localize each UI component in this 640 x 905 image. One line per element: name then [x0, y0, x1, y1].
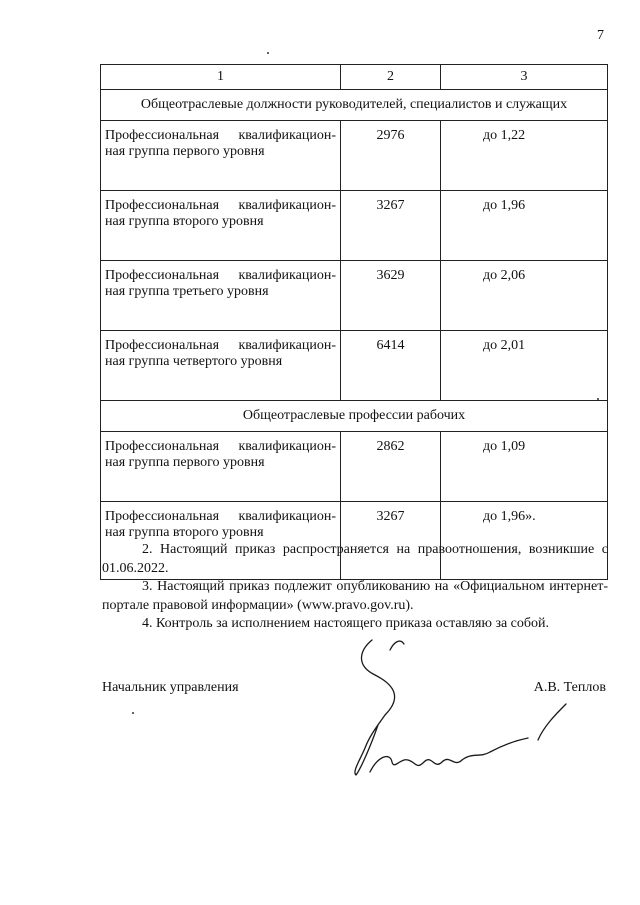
coefficient-cell: до 1,09 — [441, 432, 608, 502]
handwritten-signature — [330, 630, 590, 780]
column-number: 3 — [441, 65, 608, 90]
salary-cell: 3267 — [341, 502, 441, 580]
coefficient-cell: до 1,22 — [441, 121, 608, 191]
salary-cell: 6414 — [341, 331, 441, 401]
section-title: Общеотраслевые должности руководителей, специалистов и служащих — [101, 90, 608, 121]
column-number: 2 — [341, 65, 441, 90]
group-name-cell — [101, 121, 341, 191]
group-name-line: ная группа третьего уровня — [105, 284, 269, 299]
group-name-line: Профессиональная квалификацион- — [105, 439, 336, 454]
page-number: 7 — [597, 28, 604, 43]
column-number: 1 — [101, 65, 341, 90]
group-name-line: ная группа первого уровня — [105, 455, 265, 470]
table-row — [101, 191, 608, 261]
group-name-cell — [101, 331, 341, 401]
table-row — [101, 121, 608, 191]
paragraph-publication: 3. Настоящий приказ подлежит опубликованию на «Официальном интернет-портале правовой информации» (www.pravo.gov.ru). — [102, 579, 608, 613]
group-name-line: Профессиональная квалификацион- — [105, 268, 336, 283]
group-name-cell — [101, 432, 341, 502]
section-title: Общеотраслевые профессии рабочих — [101, 401, 608, 432]
paragraph-effective-date: 2. Настоящий приказ распространяется на правоотношения, возникшие с 01.06.2022. — [102, 542, 608, 576]
signer-title: Начальник управления — [102, 680, 239, 695]
qualification-table — [100, 64, 608, 580]
group-name-line: Профессиональная квалификацион- — [105, 338, 336, 353]
salary-cell: 2976 — [341, 121, 441, 191]
group-name-line: ная группа первого уровня — [105, 144, 265, 159]
table-row — [101, 261, 608, 331]
group-name-line: Профессиональная квалификацион- — [105, 198, 336, 213]
group-name-line: Профессиональная квалификацион- — [105, 128, 336, 143]
column-number-row — [101, 65, 608, 90]
scan-speck — [267, 52, 269, 54]
group-name-cell — [101, 191, 341, 261]
salary-cell: 3267 — [341, 191, 441, 261]
coefficient-cell: до 1,96 — [441, 191, 608, 261]
section-header-row — [101, 401, 608, 432]
scan-speck — [132, 712, 134, 714]
table-row — [101, 331, 608, 401]
group-name-line: ная группа четвертого уровня — [105, 354, 283, 369]
group-name-cell — [101, 261, 341, 331]
section-header-row — [101, 90, 608, 121]
coefficient-cell: до 2,01 — [441, 331, 608, 401]
group-name-line: ная группа второго уровня — [105, 525, 264, 540]
group-name-line: Профессиональная квалификацион- — [105, 509, 336, 524]
salary-cell: 3629 — [341, 261, 441, 331]
table-row — [101, 432, 608, 502]
group-name-line: ная группа второго уровня — [105, 214, 264, 229]
salary-cell: 2862 — [341, 432, 441, 502]
signer-name: А.В. Теплов — [533, 680, 606, 695]
coefficient-cell: до 1,96». — [441, 502, 608, 580]
coefficient-cell: до 2,06 — [441, 261, 608, 331]
paragraph-control: 4. Контроль за исполнением настоящего приказа оставляю за собой. — [142, 616, 550, 631]
